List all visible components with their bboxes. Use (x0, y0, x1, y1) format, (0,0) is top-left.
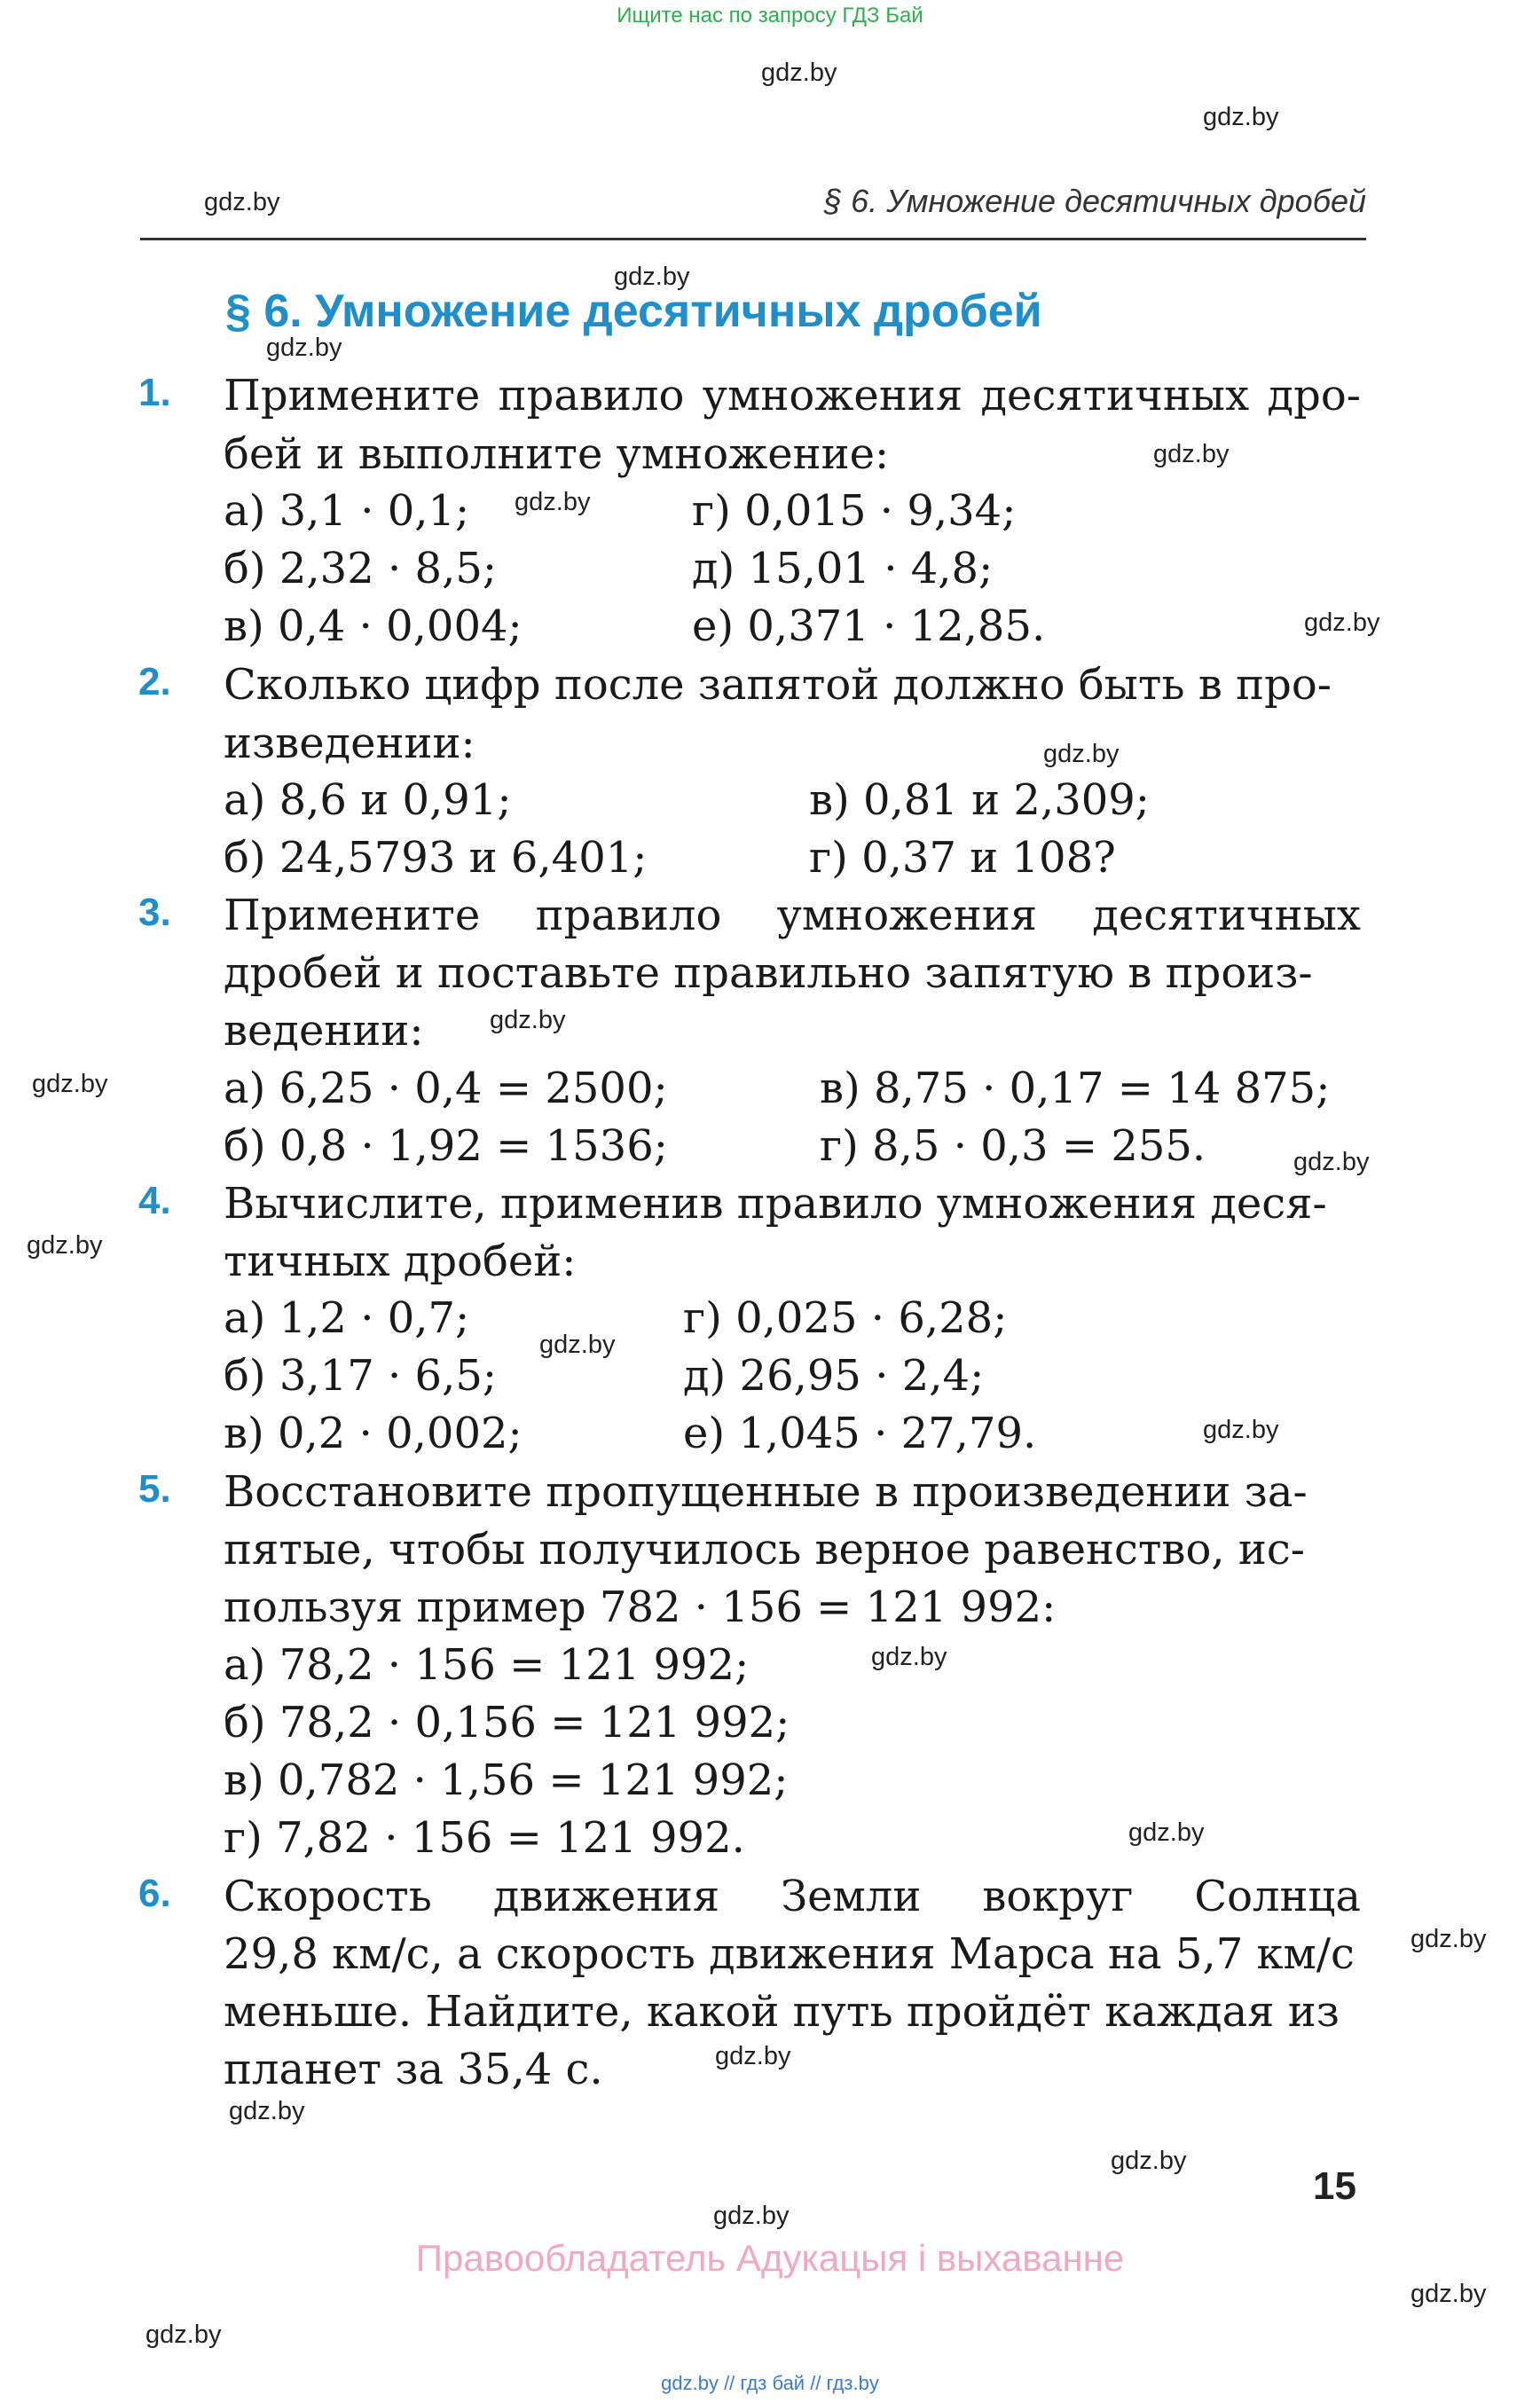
section-title: § 6. Умножение десятичных дробей (225, 286, 1042, 337)
task-4-item-v: в) 0,2 · 0,002; (224, 1409, 522, 1458)
watermark: gdz.by (1153, 440, 1230, 468)
task-2-item-g: г) 0,37 и 108? (809, 833, 1116, 883)
running-head: § 6. Умножение десятичных дробей (824, 183, 1366, 219)
task-2-number: 2. (138, 660, 171, 703)
task-4-number: 4. (138, 1179, 171, 1222)
watermark: gdz.by (713, 2202, 790, 2230)
watermark: gdz.by (145, 2321, 222, 2349)
copyright-notice: Правообладатель Адукацыя і выхаванне (415, 2237, 1125, 2279)
task-4-item-b: б) 3,17 · 6,5; (224, 1351, 498, 1401)
task-6-line-3: меньше. Найдите, какой путь пройдёт каждая из (224, 1987, 1340, 2037)
task-1-item-d: д) 15,01 · 4,8; (692, 544, 994, 593)
watermark: gdz.by (1203, 1416, 1279, 1444)
task-5-number: 5. (138, 1467, 171, 1511)
watermark: gdz.by (27, 1231, 103, 1260)
task-4-line-2: тичных дробей: (224, 1237, 577, 1286)
task-1-item-g: г) 0,015 · 9,34; (692, 486, 1017, 536)
task-3-item-v: в) 8,75 · 0,17 = 14 875; (820, 1064, 1331, 1113)
task-1-item-v: в) 0,4 · 0,004; (224, 601, 522, 651)
top-banner[interactable]: Ищите нас по запросу ГДЗ Бай (617, 4, 923, 27)
watermark: gdz.by (1111, 2147, 1187, 2175)
watermark: gdz.by (871, 1643, 947, 1671)
watermark: gdz.by (539, 1331, 616, 1359)
watermark: gdz.by (1304, 609, 1380, 637)
task-6-line-2: 29,8 км/с, а скорость движения Марса на 5,7 км/с (224, 1929, 1355, 1979)
watermark: gdz.by (761, 59, 837, 87)
task-1-item-e: е) 0,371 · 12,85. (692, 601, 1046, 651)
task-1-line-1: Примените правило умножения десятичных дро- (224, 371, 1361, 420)
task-3-item-g: г) 8,5 · 0,3 = 255. (820, 1121, 1206, 1171)
watermark: gdz.by (1203, 103, 1279, 131)
task-2-line-1: Сколько цифр после запятой должно быть в про- (224, 660, 1332, 710)
task-1-item-b: б) 2,32 · 8,5; (224, 544, 498, 593)
task-1-item-a: а) 3,1 · 0,1; (224, 486, 470, 536)
task-4-item-g: г) 0,025 · 6,28; (683, 1293, 1008, 1343)
task-3-line-2: дробей и поставьте правильно запятую в произ- (224, 948, 1313, 998)
task-4-item-e: е) 1,045 · 27,79. (683, 1409, 1037, 1458)
task-6-number: 6. (138, 1872, 171, 1915)
task-3-line-3: ведении: (224, 1006, 424, 1056)
watermark: gdz.by (490, 1006, 566, 1034)
task-2-item-b: б) 24,5793 и 6,401; (224, 833, 648, 883)
task-5-item-b: б) 78,2 · 0,156 = 121 992; (224, 1698, 790, 1747)
watermark: gdz.by (204, 188, 280, 216)
watermark: gdz.by (1293, 1148, 1370, 1176)
watermark: gdz.by (1410, 2280, 1487, 2308)
task-5-item-v: в) 0,782 · 1,56 = 121 992; (224, 1755, 789, 1805)
task-5-line-3: пользуя пример 782 · 156 = 121 992: (224, 1582, 1057, 1632)
watermark: gdz.by (1410, 1925, 1487, 1953)
task-2-item-v: в) 0,81 и 2,309; (809, 775, 1150, 825)
task-4-line-1: Вычислите, применив правило умножения деся- (224, 1179, 1327, 1229)
page-number: 15 (1313, 2164, 1356, 2208)
task-5-line-2: пятые, чтобы получилось верное равенство, ис- (224, 1525, 1305, 1575)
task-2-item-a: а) 8,6 и 0,91; (224, 775, 512, 825)
task-3-number: 3. (138, 891, 171, 934)
task-3-line-1: Примените правило умножения десятичных (224, 891, 1361, 940)
footer-links[interactable]: gdz.by // гдз бай // гдз.by (661, 2372, 879, 2394)
task-3-item-b: б) 0,8 · 1,92 = 1536; (224, 1121, 668, 1171)
task-1-line-2: бей и выполните умножение: (224, 429, 890, 479)
watermark: gdz.by (715, 2042, 791, 2070)
task-6-line-1: Скорость движения Земли вокруг Солнца (224, 1872, 1361, 1921)
task-5-line-1: Восстановите пропущенные в произведении за- (224, 1467, 1308, 1517)
watermark: gdz.by (32, 1070, 108, 1098)
task-3-item-a: а) 6,25 · 0,4 = 2500; (224, 1064, 668, 1113)
task-1-number: 1. (138, 371, 171, 414)
header-divider (140, 238, 1366, 240)
task-2-line-2: изведении: (224, 719, 475, 768)
task-5-item-a: а) 78,2 · 156 = 121 992; (224, 1640, 750, 1690)
watermark: gdz.by (229, 2097, 305, 2125)
task-4-item-d: д) 26,95 · 2,4; (683, 1351, 985, 1401)
watermark: gdz.by (1043, 740, 1120, 768)
watermark: gdz.by (1128, 1818, 1205, 1847)
watermark: gdz.by (515, 488, 591, 516)
task-4-item-a: а) 1,2 · 0,7; (224, 1293, 470, 1343)
task-6-line-4: планет за 35,4 с. (224, 2045, 603, 2094)
watermark: gdz.by (266, 334, 342, 362)
watermark: gdz.by (614, 263, 690, 291)
task-5-item-g: г) 7,82 · 156 = 121 992. (224, 1813, 745, 1863)
